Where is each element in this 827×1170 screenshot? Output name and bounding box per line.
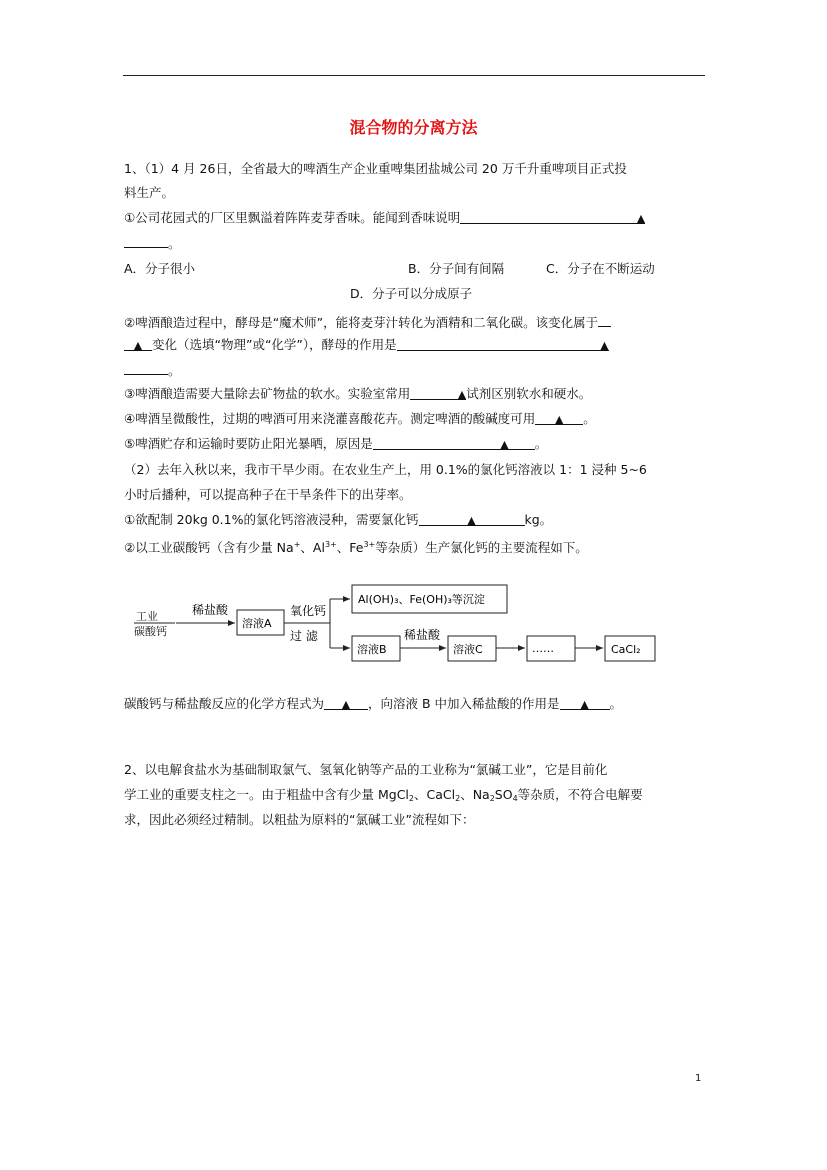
q1-item2b-text: 变化（选填“物理”或“化学”），酵母的作用是 — [152, 337, 397, 352]
q1-item2-text: ②啤酒酿造过程中，酵母是“魔术师”，能将麦芽汁转化为酒精和二氧化碳。该变化属于 — [124, 315, 599, 330]
page-title: 混合物的分离方法 — [349, 118, 478, 137]
q1-part2-line1: （2）去年入秋以来，我市干旱少雨。在农业生产上，用 0.1%的氯化钙溶液以 1：1 浸种 5~6 — [124, 462, 647, 477]
flow-arrow-2-bottom: 过 滤 — [290, 629, 318, 643]
answer-marker: ▲ — [341, 698, 351, 711]
answer-marker: ▲ — [554, 413, 564, 426]
flow-arrow-1-label: 稀盐酸 — [192, 603, 229, 617]
q2-line2-na: 、Na — [460, 787, 490, 802]
answer-blank-8[interactable] — [560, 695, 610, 710]
q2-line2-cacl: 、CaCl — [414, 787, 456, 802]
sup-fe: 3+ — [363, 540, 376, 549]
q1-end: 。 — [534, 436, 548, 451]
q1-end: 。 — [583, 411, 596, 426]
flow-start-label-2: 碳酸钙 — [134, 625, 167, 638]
answer-blank-7[interactable] — [324, 695, 368, 710]
q1-part2-item1-text: ①欲配制 20kg 0.1%的氯化钙溶液浸种，需要氯化钙 — [124, 512, 419, 527]
q2-line2 — [124, 786, 643, 808]
option-d: D．分子可以分成原子 — [350, 286, 473, 301]
answer-marker: ▲ — [133, 339, 143, 352]
answer-marker: ▲ — [467, 514, 476, 527]
answer-marker: ▲ — [636, 212, 646, 225]
sub-cacl2: 2 — [455, 794, 461, 803]
flow-precipitate-label: Al(OH)₃、Fe(OH)₃等沉淀 — [358, 593, 485, 606]
q1-part2-item2-al: 、Al — [300, 540, 325, 555]
q1-intro-line2: 料生产。 — [124, 185, 175, 200]
option-c: C．分子在不断运动 — [546, 261, 655, 276]
q2-line3: 求，因此必须经过精制。以粗盐为原料的“氯碱工业”流程如下： — [124, 812, 475, 827]
answer-marker: ▲ — [457, 388, 467, 401]
q1-part2-item2-fe: 、Fe — [336, 540, 364, 555]
q1-part2-line2: 小时后播种，可以提高种子在干旱条件下的出芽率。 — [124, 487, 412, 502]
q2-line1: 2、以电解食盐水为基础制取氯气、氢氧化钠等产品的工业称为“氯碱工业”，它是目前化 — [124, 762, 608, 777]
sub-mgcl2: 2 — [408, 794, 414, 803]
flow-arrow-3-label: 稀盐酸 — [404, 628, 441, 642]
q1-item3b-text: 试剂区别软水和硬水。 — [466, 386, 592, 401]
q1-after-text-2: ，向溶液 B 中加入稀盐酸的作用是 — [368, 696, 560, 711]
answer-marker: ▲ — [600, 339, 609, 352]
answer-marker: ▲ — [580, 698, 589, 711]
flow-start-label-1: 工业 — [136, 610, 158, 623]
q1-end: 。 — [168, 363, 181, 378]
flow-box-c-label: 溶液C — [453, 643, 483, 656]
q1-after-text-1: 碳酸钙与稀盐酸反应的化学方程式为 — [124, 696, 325, 711]
flow-box-a-label: 溶液A — [242, 617, 272, 630]
page-number: 1 — [695, 1073, 702, 1084]
q1-item3-text: ③啤酒酿造需要大量除去矿物盐的软水。实验室常用 — [124, 386, 411, 401]
sup-al: 3+ — [324, 540, 337, 549]
sub-na2: 2 — [489, 794, 495, 803]
flow-arrow-2-top: 氧化钙 — [290, 604, 327, 618]
sup-na: + — [293, 540, 301, 549]
q1-end: 。 — [168, 236, 181, 251]
q1-item4-text: ④啤酒呈微酸性，过期的啤酒可用来浇灌喜酸花卉。测定啤酒的酸碱度可用 — [124, 411, 536, 426]
sub-so4: 4 — [512, 794, 518, 803]
option-a: A．分子很小 — [124, 261, 196, 276]
unit-kg: kg。 — [524, 512, 553, 527]
q1-item5-text: ⑤啤酒贮存和运输时要防止阳光暴晒，原因是 — [124, 436, 373, 451]
flow-box-b-label: 溶液B — [357, 643, 387, 656]
q1-end: 。 — [609, 696, 623, 711]
q2-line2-text: 学工业的重要支柱之一。由于粗盐中含有少量 MgCl — [124, 787, 409, 802]
q1-part2-item2-text: ②以工业碳酸钙（含有少量 Na — [124, 540, 294, 555]
flow-box-dots-label: …… — [532, 642, 554, 655]
flow-box-end-label: CaCl₂ — [611, 643, 641, 656]
q1-intro-line1: 1、（1）4 月 26日，全省最大的啤酒生产企业重啤集团盐城公司 20 万千升重啤项目正式投 — [124, 161, 627, 176]
option-b: B．分子间有间隔 — [408, 261, 505, 276]
answer-marker: ▲ — [500, 438, 509, 451]
q1-after-diagram — [124, 695, 622, 713]
q2-line2-end: 等杂质，不符合电解要 — [517, 787, 643, 802]
q2-line2-so: SO — [494, 787, 513, 802]
q1-part2-item2-end: 等杂质）生产氯化钙的主要流程如下。 — [375, 540, 588, 555]
q1-item1-text: ①公司花园式的厂区里飘溢着阵阵麦芽香味。能闻到香味说明 — [124, 210, 461, 225]
